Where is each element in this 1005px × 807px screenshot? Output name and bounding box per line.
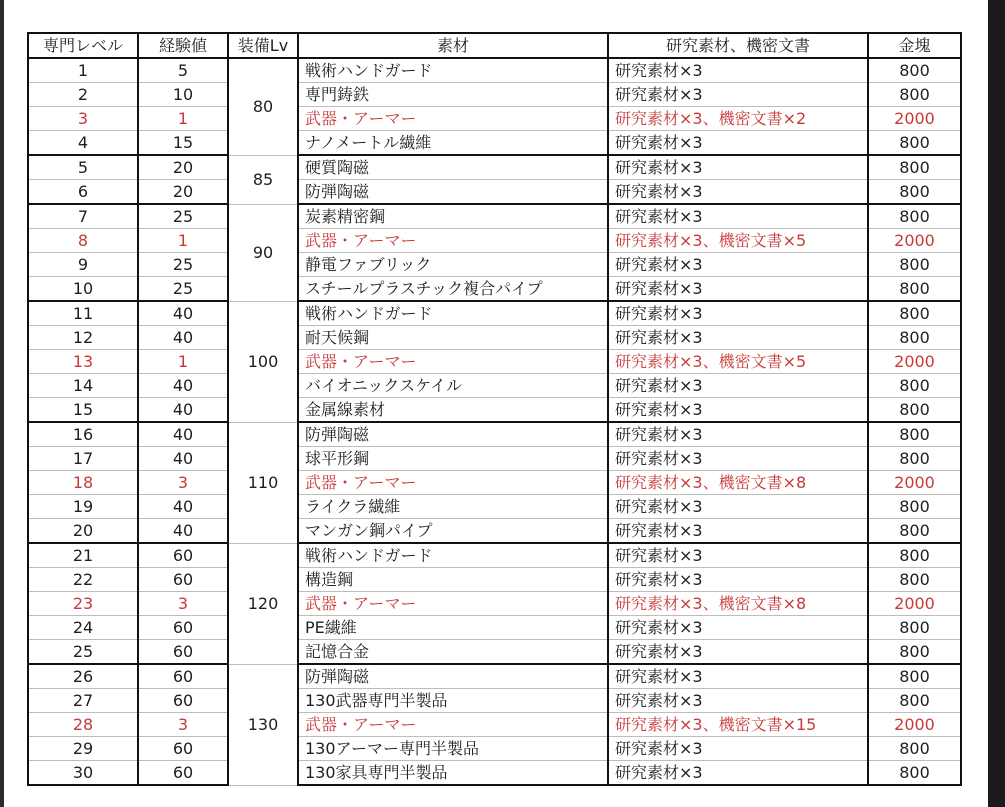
cell-level: 30 bbox=[28, 761, 138, 786]
table-row bbox=[28, 326, 961, 350]
cell-research: 研究素材×3 bbox=[608, 689, 868, 713]
cell-research: 研究素材×3 bbox=[608, 83, 868, 107]
cell-research: 研究素材×3、機密文書×8 bbox=[608, 592, 868, 616]
cell-research: 研究素材×3、機密文書×15 bbox=[608, 713, 868, 737]
cell-material: 130武器専門半製品 bbox=[298, 689, 608, 713]
cell-research: 研究素材×3、機密文書×8 bbox=[608, 471, 868, 495]
cell-gold: 800 bbox=[868, 447, 961, 471]
cell-gold: 800 bbox=[868, 543, 961, 568]
table-row bbox=[28, 83, 961, 107]
cell-exp: 60 bbox=[138, 616, 228, 640]
cell-exp: 3 bbox=[138, 471, 228, 495]
cell-level: 19 bbox=[28, 495, 138, 519]
cell-level: 28 bbox=[28, 713, 138, 737]
table-row bbox=[28, 761, 961, 786]
cell-exp: 40 bbox=[138, 374, 228, 398]
cell-exp: 5 bbox=[138, 58, 228, 83]
cell-gold: 800 bbox=[868, 180, 961, 205]
cell-material: 静電ファブリック bbox=[298, 253, 608, 277]
cell-gold: 2000 bbox=[868, 592, 961, 616]
cell-level: 21 bbox=[28, 543, 138, 568]
cell-level: 27 bbox=[28, 689, 138, 713]
cell-level: 10 bbox=[28, 277, 138, 302]
cell-gold: 800 bbox=[868, 131, 961, 156]
table-row bbox=[28, 180, 961, 205]
cell-equip-lv: 90 bbox=[228, 204, 298, 301]
cell-research: 研究素材×3、機密文書×5 bbox=[608, 229, 868, 253]
table-row bbox=[28, 543, 961, 568]
cell-exp: 1 bbox=[138, 107, 228, 131]
cell-research: 研究素材×3 bbox=[608, 253, 868, 277]
cell-level: 12 bbox=[28, 326, 138, 350]
cell-equip-lv: 80 bbox=[228, 58, 298, 155]
cell-gold: 800 bbox=[868, 301, 961, 326]
table-row bbox=[28, 253, 961, 277]
cell-research: 研究素材×3 bbox=[608, 543, 868, 568]
cell-exp: 60 bbox=[138, 640, 228, 665]
header-equip-lv: 装備Lv bbox=[228, 33, 298, 58]
cell-level: 16 bbox=[28, 422, 138, 447]
cell-level: 23 bbox=[28, 592, 138, 616]
table-row bbox=[28, 640, 961, 665]
cell-research: 研究素材×3 bbox=[608, 664, 868, 689]
cell-level: 29 bbox=[28, 737, 138, 761]
cell-material: 防弾陶磁 bbox=[298, 180, 608, 205]
table-row bbox=[28, 519, 961, 544]
cell-gold: 800 bbox=[868, 374, 961, 398]
cell-level: 11 bbox=[28, 301, 138, 326]
cell-material: 硬質陶磁 bbox=[298, 155, 608, 180]
cell-level: 7 bbox=[28, 204, 138, 229]
header-row bbox=[28, 33, 961, 58]
cell-level: 9 bbox=[28, 253, 138, 277]
cell-gold: 800 bbox=[868, 640, 961, 665]
cell-level: 8 bbox=[28, 229, 138, 253]
cell-gold: 2000 bbox=[868, 350, 961, 374]
cell-research: 研究素材×3 bbox=[608, 519, 868, 544]
cell-exp: 25 bbox=[138, 204, 228, 229]
cell-material: ナノメートル繊維 bbox=[298, 131, 608, 156]
cell-exp: 40 bbox=[138, 398, 228, 423]
table-row bbox=[28, 398, 961, 423]
cell-gold: 800 bbox=[868, 326, 961, 350]
cell-gold: 800 bbox=[868, 422, 961, 447]
cell-gold: 2000 bbox=[868, 471, 961, 495]
header-research: 研究素材、機密文書 bbox=[608, 33, 868, 58]
cell-research: 研究素材×3 bbox=[608, 326, 868, 350]
cell-level: 17 bbox=[28, 447, 138, 471]
cell-material: 130アーマー専門半製品 bbox=[298, 737, 608, 761]
cell-material: 記憶合金 bbox=[298, 640, 608, 665]
table-row bbox=[28, 350, 961, 374]
cell-gold: 800 bbox=[868, 277, 961, 302]
header-level: 専門レベル bbox=[28, 33, 138, 58]
cell-equip-lv: 110 bbox=[228, 422, 298, 543]
table-row bbox=[28, 131, 961, 156]
cell-material: 構造鋼 bbox=[298, 568, 608, 592]
cell-material: 武器・アーマー bbox=[298, 471, 608, 495]
cell-exp: 40 bbox=[138, 519, 228, 544]
table-row bbox=[28, 155, 961, 180]
cell-material: 防弾陶磁 bbox=[298, 422, 608, 447]
cell-level: 13 bbox=[28, 350, 138, 374]
table-row bbox=[28, 422, 961, 447]
cell-level: 1 bbox=[28, 58, 138, 83]
cell-level: 5 bbox=[28, 155, 138, 180]
cell-exp: 60 bbox=[138, 737, 228, 761]
cell-gold: 2000 bbox=[868, 229, 961, 253]
cell-level: 26 bbox=[28, 664, 138, 689]
cell-exp: 60 bbox=[138, 543, 228, 568]
cell-material: 武器・アーマー bbox=[298, 229, 608, 253]
cell-material: 炭素精密鋼 bbox=[298, 204, 608, 229]
cell-material: 耐天候鋼 bbox=[298, 326, 608, 350]
cell-level: 25 bbox=[28, 640, 138, 665]
cell-gold: 800 bbox=[868, 495, 961, 519]
cell-material: ライクラ繊維 bbox=[298, 495, 608, 519]
cell-research: 研究素材×3 bbox=[608, 447, 868, 471]
table-row bbox=[28, 229, 961, 253]
cell-exp: 25 bbox=[138, 253, 228, 277]
cell-research: 研究素材×3、機密文書×2 bbox=[608, 107, 868, 131]
cell-material: PE繊維 bbox=[298, 616, 608, 640]
cell-gold: 800 bbox=[868, 58, 961, 83]
cell-material: スチールプラスチック複合パイプ bbox=[298, 277, 608, 302]
cell-material: 金属線素材 bbox=[298, 398, 608, 423]
cell-research: 研究素材×3 bbox=[608, 640, 868, 665]
cell-research: 研究素材×3 bbox=[608, 568, 868, 592]
cell-exp: 10 bbox=[138, 83, 228, 107]
cell-material: 武器・アーマー bbox=[298, 713, 608, 737]
table-row bbox=[28, 204, 961, 229]
cell-gold: 800 bbox=[868, 737, 961, 761]
table-row bbox=[28, 471, 961, 495]
cell-research: 研究素材×3 bbox=[608, 422, 868, 447]
header-exp: 経験値 bbox=[138, 33, 228, 58]
cell-equip-lv: 120 bbox=[228, 543, 298, 664]
cell-material: 130家具専門半製品 bbox=[298, 761, 608, 786]
cell-material: 武器・アーマー bbox=[298, 350, 608, 374]
cell-exp: 3 bbox=[138, 713, 228, 737]
cell-exp: 20 bbox=[138, 155, 228, 180]
cell-research: 研究素材×3 bbox=[608, 155, 868, 180]
table-body bbox=[28, 58, 961, 785]
cell-gold: 2000 bbox=[868, 713, 961, 737]
table-row bbox=[28, 689, 961, 713]
table-row bbox=[28, 737, 961, 761]
cell-exp: 1 bbox=[138, 350, 228, 374]
table-row bbox=[28, 447, 961, 471]
cell-research: 研究素材×3 bbox=[608, 737, 868, 761]
cell-exp: 3 bbox=[138, 592, 228, 616]
table-row bbox=[28, 107, 961, 131]
cell-gold: 800 bbox=[868, 568, 961, 592]
cell-exp: 60 bbox=[138, 689, 228, 713]
cell-gold: 800 bbox=[868, 519, 961, 544]
cell-exp: 60 bbox=[138, 664, 228, 689]
cell-research: 研究素材×3 bbox=[608, 131, 868, 156]
cell-level: 18 bbox=[28, 471, 138, 495]
cell-exp: 40 bbox=[138, 301, 228, 326]
cell-gold: 800 bbox=[868, 664, 961, 689]
table-row bbox=[28, 664, 961, 689]
cell-exp: 60 bbox=[138, 761, 228, 786]
cell-material: 防弾陶磁 bbox=[298, 664, 608, 689]
table-row bbox=[28, 277, 961, 302]
table-row bbox=[28, 592, 961, 616]
table-row bbox=[28, 301, 961, 326]
cell-gold: 800 bbox=[868, 204, 961, 229]
header-gold: 金塊 bbox=[868, 33, 961, 58]
cell-gold: 800 bbox=[868, 155, 961, 180]
cell-equip-lv: 100 bbox=[228, 301, 298, 422]
table-row bbox=[28, 568, 961, 592]
cell-research: 研究素材×3 bbox=[608, 204, 868, 229]
cell-exp: 15 bbox=[138, 131, 228, 156]
cell-material: 戦術ハンドガード bbox=[298, 301, 608, 326]
cell-exp: 40 bbox=[138, 495, 228, 519]
cell-research: 研究素材×3 bbox=[608, 616, 868, 640]
cell-level: 6 bbox=[28, 180, 138, 205]
cell-research: 研究素材×3 bbox=[608, 277, 868, 302]
cell-material: マンガン鋼パイプ bbox=[298, 519, 608, 544]
cell-exp: 1 bbox=[138, 229, 228, 253]
cell-level: 14 bbox=[28, 374, 138, 398]
cell-gold: 800 bbox=[868, 398, 961, 423]
cell-research: 研究素材×3 bbox=[608, 301, 868, 326]
cell-material: 武器・アーマー bbox=[298, 107, 608, 131]
cell-gold: 800 bbox=[868, 83, 961, 107]
cell-gold: 800 bbox=[868, 689, 961, 713]
cell-material: 戦術ハンドガード bbox=[298, 543, 608, 568]
cell-level: 2 bbox=[28, 83, 138, 107]
cell-research: 研究素材×3 bbox=[608, 58, 868, 83]
cell-research: 研究素材×3 bbox=[608, 761, 868, 786]
cell-exp: 25 bbox=[138, 277, 228, 302]
cell-equip-lv: 85 bbox=[228, 155, 298, 204]
cell-level: 22 bbox=[28, 568, 138, 592]
cell-material: 球平形鋼 bbox=[298, 447, 608, 471]
cell-exp: 20 bbox=[138, 180, 228, 205]
window-left-edge bbox=[0, 0, 4, 807]
cell-exp: 40 bbox=[138, 326, 228, 350]
cell-material: バイオニックスケイル bbox=[298, 374, 608, 398]
cell-exp: 60 bbox=[138, 568, 228, 592]
table-row bbox=[28, 713, 961, 737]
cell-research: 研究素材×3 bbox=[608, 398, 868, 423]
table-row bbox=[28, 58, 961, 83]
cell-material: 武器・アーマー bbox=[298, 592, 608, 616]
cell-gold: 2000 bbox=[868, 107, 961, 131]
window-right-edge bbox=[988, 0, 1005, 807]
table-row bbox=[28, 374, 961, 398]
cell-gold: 800 bbox=[868, 253, 961, 277]
cell-equip-lv: 130 bbox=[228, 664, 298, 785]
cell-level: 20 bbox=[28, 519, 138, 544]
cell-level: 3 bbox=[28, 107, 138, 131]
cell-research: 研究素材×3 bbox=[608, 374, 868, 398]
cell-level: 15 bbox=[28, 398, 138, 423]
table-row bbox=[28, 616, 961, 640]
cell-level: 24 bbox=[28, 616, 138, 640]
cell-material: 戦術ハンドガード bbox=[298, 58, 608, 83]
cell-gold: 800 bbox=[868, 616, 961, 640]
cell-exp: 40 bbox=[138, 422, 228, 447]
cell-research: 研究素材×3 bbox=[608, 495, 868, 519]
cell-level: 4 bbox=[28, 131, 138, 156]
cell-gold: 800 bbox=[868, 761, 961, 786]
cell-research: 研究素材×3 bbox=[608, 180, 868, 205]
table-row bbox=[28, 495, 961, 519]
upgrade-table bbox=[27, 32, 962, 786]
cell-material: 専門鋳鉄 bbox=[298, 83, 608, 107]
header-material: 素材 bbox=[298, 33, 608, 58]
cell-exp: 40 bbox=[138, 447, 228, 471]
cell-research: 研究素材×3、機密文書×5 bbox=[608, 350, 868, 374]
